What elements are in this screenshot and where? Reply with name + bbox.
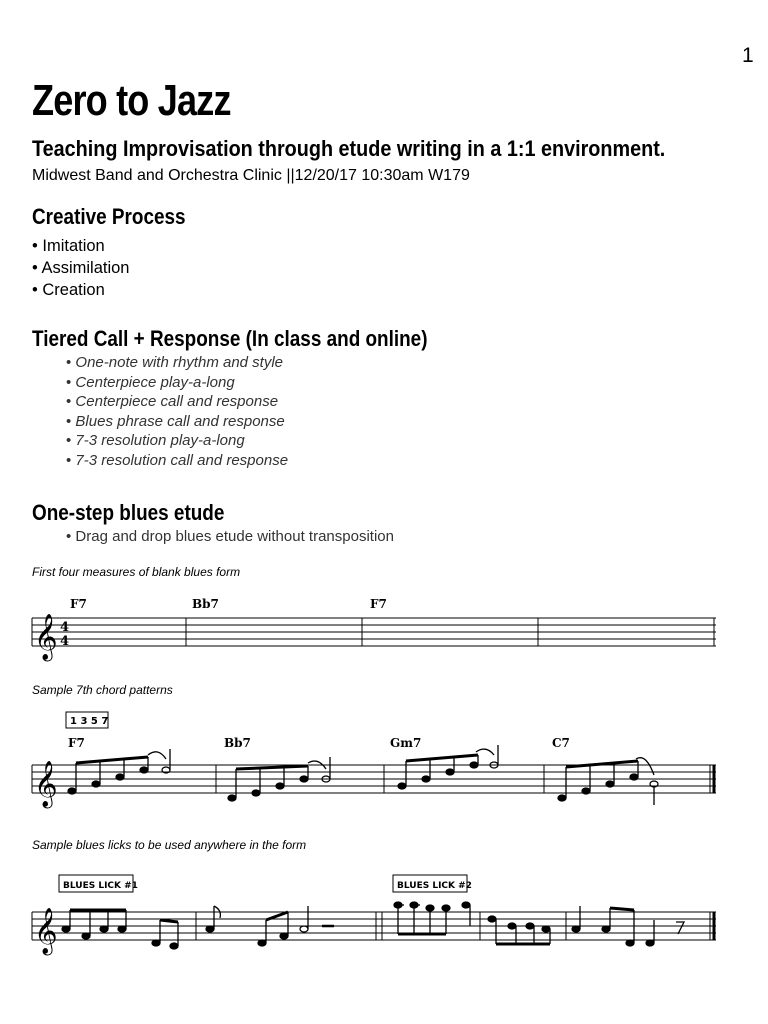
pattern-box-label: 1 3 5 7 — [70, 716, 109, 727]
tiered-call-response-heading: Tiered Call + Response (In class and online) — [32, 326, 428, 351]
creative-process-heading: Creative Process — [32, 204, 186, 229]
lick-2-label: BLUES LICK #2 — [397, 881, 472, 891]
one-step-blues-heading: One-step blues etude — [32, 500, 225, 525]
tiered-list — [66, 353, 288, 470]
list-item: • One-note with rhythm and style — [66, 353, 288, 373]
chord-patterns-staff — [0, 705, 768, 815]
list-item: • Blues phrase call and response — [66, 412, 288, 432]
treble-clef-icon: 𝄞 — [34, 761, 58, 807]
chord-symbol: Gm7 — [390, 736, 422, 750]
lick-2-notes — [394, 902, 684, 946]
list-item: • 7-3 resolution call and response — [66, 451, 288, 471]
chord-symbol: Bb7 — [192, 597, 219, 611]
chord-symbol: F7 — [370, 597, 387, 611]
creative-process-list — [32, 235, 129, 301]
chord-symbol: F7 — [70, 597, 87, 611]
blues-licks-staff — [0, 860, 768, 970]
page-number: 1 — [742, 44, 754, 67]
one-step-list — [66, 527, 394, 547]
list-item: • Assimilation — [32, 257, 129, 279]
chord-symbol: Bb7 — [224, 736, 251, 750]
treble-clef-icon: 𝄞 — [34, 614, 58, 660]
svg-text:4: 4 — [60, 634, 70, 649]
treble-clef-icon: 𝄞 — [34, 908, 58, 954]
list-item: • Centerpiece call and response — [66, 392, 288, 412]
chord-symbol: F7 — [68, 736, 85, 750]
page-subtitle: Teaching Improvisation through etude writing in a 1:1 environment. — [32, 136, 666, 161]
lick-1-label: BLUES LICK #1 — [63, 881, 138, 891]
list-item: • Drag and drop blues etude without transposition — [66, 527, 394, 547]
measure-notes — [398, 745, 498, 789]
page-title: Zero to Jazz — [32, 76, 231, 125]
list-item: • Centerpiece play-a-long — [66, 373, 288, 393]
chord-symbol: C7 — [552, 736, 570, 750]
blank-form-caption: First four measures of blank blues form — [32, 565, 241, 579]
licks-caption: Sample blues licks to be used anywhere in the form — [32, 838, 307, 852]
list-item: • 7-3 resolution play-a-long — [66, 431, 288, 451]
svg-text:4: 4 — [60, 620, 70, 635]
blank-blues-staff — [0, 590, 768, 670]
list-item: • Imitation — [32, 235, 129, 257]
patterns-caption: Sample 7th chord patterns — [32, 683, 173, 697]
session-info: Midwest Band and Orchestra Clinic ||12/20/17 10:30am W179 — [32, 167, 470, 184]
list-item: • Creation — [32, 279, 129, 301]
